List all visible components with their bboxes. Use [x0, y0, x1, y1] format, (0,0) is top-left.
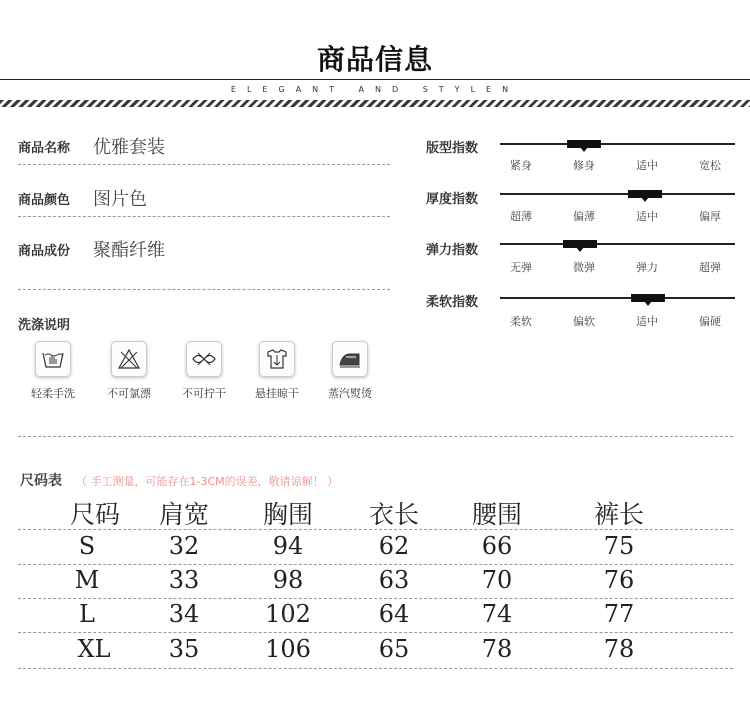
- table-cell: 63: [378, 566, 410, 594]
- scale-option: 紧身: [510, 159, 532, 172]
- care-label: 悬挂晾干: [255, 387, 299, 400]
- scale-option: 修身: [573, 159, 595, 172]
- scale-option: 适中: [636, 315, 658, 328]
- table-cell: 78: [603, 635, 635, 663]
- fit-index-marker: [567, 140, 601, 148]
- table-cell: M: [74, 566, 100, 594]
- stretch-index-label: 弹力指数: [426, 243, 479, 258]
- size-header: 胸围: [262, 500, 313, 529]
- table-rule: [18, 529, 733, 530]
- header-stripe: [0, 100, 750, 107]
- softness-index-scale: [500, 297, 735, 299]
- table-rule: [18, 564, 733, 565]
- care-label: 轻柔手洗: [31, 387, 75, 400]
- scale-option: 偏硬: [699, 315, 721, 328]
- stretch-index-marker: [563, 240, 597, 248]
- table-rule: [18, 632, 733, 633]
- care-item: [242, 341, 312, 401]
- thickness-index-scale: [500, 193, 735, 195]
- product-color-value: 图片色: [93, 189, 147, 210]
- divider: [18, 164, 390, 165]
- section-divider: [18, 436, 733, 437]
- scale-option: 偏软: [573, 315, 595, 328]
- scale-option: 超弹: [699, 261, 721, 274]
- care-item: [18, 341, 88, 401]
- softness-index-marker: [631, 294, 665, 302]
- product-material-label: 商品成份: [18, 244, 71, 259]
- product-material-value: 聚酯纤维: [93, 240, 165, 261]
- no-wring-icon: [186, 341, 222, 377]
- scale-option: 超薄: [510, 210, 532, 223]
- hang-dry-icon: [259, 341, 295, 377]
- table-cell: 32: [168, 532, 200, 560]
- table-cell: 64: [378, 600, 410, 628]
- care-item: [94, 341, 164, 401]
- scale-option: 柔软: [510, 315, 532, 328]
- table-cell: 77: [603, 600, 635, 628]
- fit-index-label: 版型指数: [426, 141, 479, 156]
- page-subtitle: ELEGANT AND STYLEN: [230, 85, 520, 94]
- scale-option: 宽松: [699, 159, 721, 172]
- scale-option: 偏厚: [699, 210, 721, 223]
- stretch-index-scale: [500, 243, 735, 245]
- care-label: 不可拧干: [182, 387, 226, 400]
- table-cell: 94: [272, 532, 304, 560]
- table-cell: 65: [378, 635, 410, 663]
- table-cell: 62: [378, 532, 410, 560]
- scale-option: 适中: [636, 159, 658, 172]
- table-cell: 102: [265, 600, 311, 628]
- scale-option: 无弹: [510, 261, 532, 274]
- size-header: 裤长: [593, 500, 644, 529]
- care-title: 洗涤说明: [18, 318, 71, 333]
- table-cell: 74: [481, 600, 513, 628]
- size-header: 衣长: [368, 500, 419, 529]
- size-header: 腰围: [471, 500, 522, 529]
- hand-wash-icon: [35, 341, 71, 377]
- product-name-value: 优雅套装: [93, 137, 165, 158]
- table-cell: 35: [168, 635, 200, 663]
- size-table-title: 尺码表: [20, 473, 62, 489]
- table-cell: 66: [481, 532, 513, 560]
- no-bleach-icon: [111, 341, 147, 377]
- scale-option: 弹力: [636, 261, 658, 274]
- softness-index-label: 柔软指数: [426, 295, 479, 310]
- table-cell: S: [78, 532, 96, 560]
- table-cell: 34: [168, 600, 200, 628]
- care-label: 不可氯漂: [107, 387, 151, 400]
- table-cell: L: [79, 600, 95, 628]
- care-item: [315, 341, 385, 401]
- table-cell: 33: [168, 566, 200, 594]
- scale-option: 适中: [636, 210, 658, 223]
- table-cell: 75: [603, 532, 635, 560]
- care-item: [169, 341, 239, 401]
- fit-index-scale: [500, 143, 735, 145]
- thickness-index-marker: [628, 190, 662, 198]
- divider: [18, 216, 390, 217]
- divider: [18, 289, 390, 290]
- table-cell: XL: [77, 635, 111, 663]
- product-color-label: 商品颜色: [18, 193, 71, 208]
- table-cell: 78: [481, 635, 513, 663]
- thickness-index-label: 厚度指数: [426, 192, 479, 207]
- header-rule-top: [0, 79, 750, 80]
- scale-option: 偏薄: [573, 210, 595, 223]
- care-label: 蒸汽熨烫: [328, 387, 372, 400]
- size-header: 肩宽: [158, 500, 209, 529]
- product-name-label: 商品名称: [18, 141, 71, 156]
- table-rule: [18, 668, 733, 669]
- scale-option: 微弹: [573, 261, 595, 274]
- table-rule: [18, 598, 733, 599]
- size-table-note: （ 手工测量，可能存在1-3CM的误差，敬请谅解！ ）: [76, 475, 339, 488]
- table-cell: 106: [265, 635, 311, 663]
- size-header: 尺码: [69, 500, 120, 529]
- page-title: 商品信息: [316, 43, 433, 76]
- table-cell: 98: [272, 566, 304, 594]
- table-cell: 76: [603, 566, 635, 594]
- steam-iron-icon: [332, 341, 368, 377]
- table-cell: 70: [481, 566, 513, 594]
